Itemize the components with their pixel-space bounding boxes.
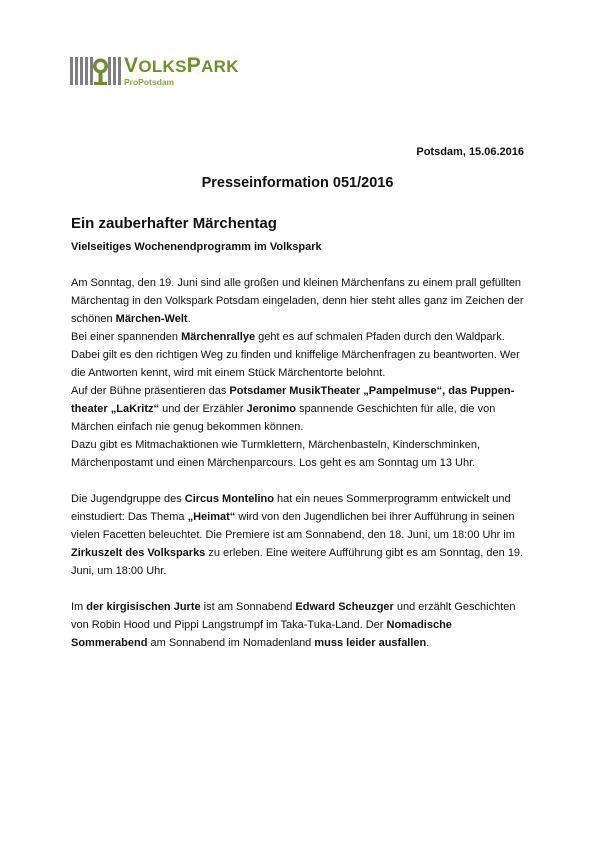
- volkspark-logo: [70, 54, 270, 90]
- paragraph-maerchentag: Am Sonntag, den 19. Juni sind alle großen und kleinen Märchenfans zu einem prall gefüllten Märchentag in den Volkspark Potsdam eingeladen, denn hier steht alles ganz im Zeichen der schönen Märchen-Welt. Bei einer spannenden Märchenrallye geht es auf schmalen Pfaden durch den Waldpark. Dabei gilt es den richtigen Weg zu finden und kniffelige Märchenfragen zu beantworten. Wer die Antworten kennt, wird mit einem Stück Märchentorte belohnt. Auf der Bühne präsentieren das Potsdamer MusikTheater „Pampelmuse“, das Puppen- theater „LaKritz“ und der Erzähler Jeronimo spannende Geschichten für alle, die von Märchen einfach nie genug bekommen können. Dazu gibt es Mitmachaktionen wie Turmklettern, Märchenbasteln, Kinderschminken, Märchenpostamt und einen Märchenparcours. Los geht es am Sonntag um 13 Uhr.: [71, 277, 524, 469]
- logo-wordmark: VOLKSPARK: [124, 54, 239, 77]
- logo-emblem-icon: [70, 54, 122, 90]
- paragraph-jurte: Im der kirgisischen Jurte ist am Sonnabend Edward Scheuzger und erzählt Geschichten von Robin Hood und Pippi Langstrumpf im Taka-Tuka-Land. Der Nomadische Sommerabend am Sonnabend im Nomadenland muss leider ausfallen.: [71, 601, 516, 649]
- article-body: [71, 274, 531, 652]
- press-date: Potsdam, 15.06.2016: [416, 146, 524, 158]
- logo-subtitle: ProPotsdam: [124, 77, 175, 87]
- paragraph-circus: Die Jugendgruppe des Circus Montelino hat ein neues Sommerprogramm entwickelt und einstudiert: Das Thema „Heimat“ wird von den Jugendlichen bei ihrer Aufführung in seinen vielen Facetten beleuchtet. Die Premiere ist am Sonnabend, den 18. Juni, um 18:00 Uhr im Zirkuszelt des Volksparks zu erleben. Eine weitere Aufführung gibt es am Sonntag, den 19. Juni, um 18:00 Uhr.: [71, 493, 524, 577]
- article-headline: Ein zauberhafter Märchentag: [71, 215, 277, 232]
- press-title: Presseinformation 051/2016: [201, 175, 394, 191]
- article-subheadline: Vielseitiges Wochenendprogramm im Volkspark: [71, 241, 322, 253]
